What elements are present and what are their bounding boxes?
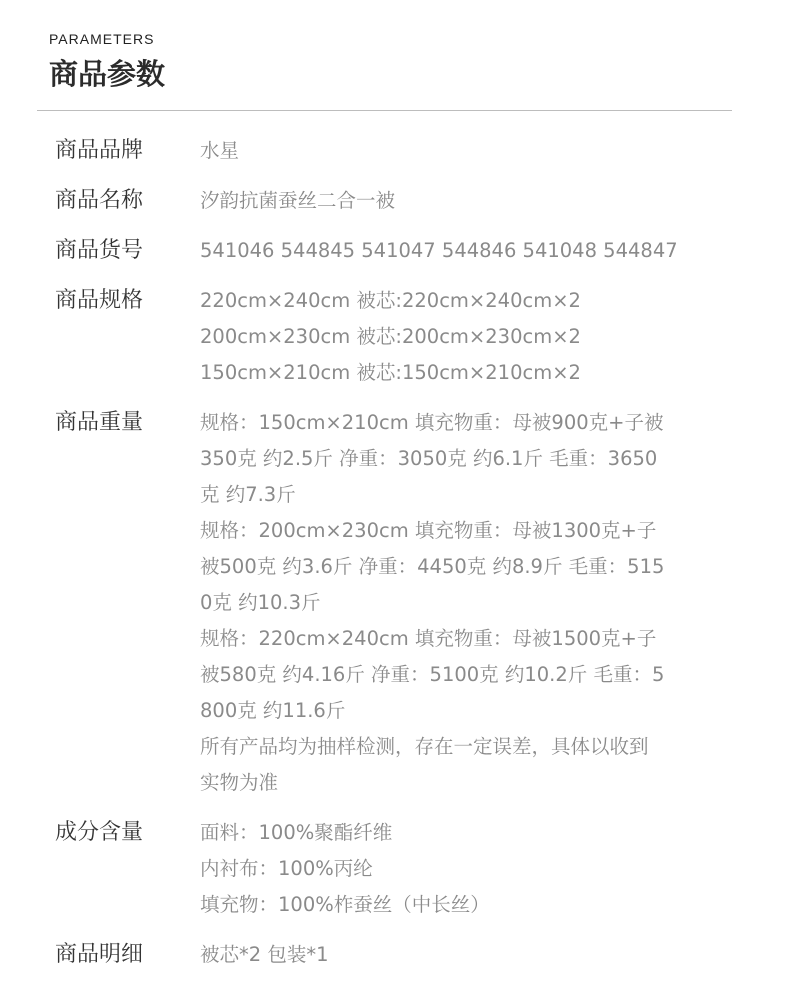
section-title-english: PARAMETERS <box>49 31 155 47</box>
param-row-brand <box>55 133 715 169</box>
param-value-line: 填充物：100%柞蚕丝（中长丝） <box>200 893 490 916</box>
param-value-line: 实物为准 <box>200 771 279 794</box>
param-value-line: 规格：200cm×230cm 填充物重：母被1300克+子 <box>200 519 657 542</box>
param-label: 商品明细 <box>55 942 144 967</box>
param-label: 商品名称 <box>55 188 144 213</box>
param-value <box>200 283 690 391</box>
section-header <box>49 30 165 94</box>
param-value-line: 水星 <box>200 139 240 162</box>
header-divider <box>37 110 732 111</box>
param-value-line: 350克 约2.5斤 净重：3050克 约6.1斤 毛重：3650 <box>200 447 658 470</box>
param-label: 商品规格 <box>55 288 144 313</box>
param-value <box>200 937 690 973</box>
param-value <box>200 815 690 923</box>
param-value-line: 汐韵抗菌蚕丝二合一被 <box>200 189 396 212</box>
param-value-line: 220cm×240cm 被芯:220cm×240cm×2 <box>200 289 581 312</box>
param-value-line: 面料：100%聚酯纤维 <box>200 821 393 844</box>
param-label: 商品重量 <box>55 410 144 435</box>
parameter-list <box>55 133 715 987</box>
param-label: 商品货号 <box>55 238 144 263</box>
param-value-line: 克 约7.3斤 <box>200 483 296 506</box>
param-row-composition <box>55 815 715 923</box>
param-row-name <box>55 183 715 219</box>
param-value-line: 被580克 约4.16斤 净重：5100克 约10.2斤 毛重：5 <box>200 663 665 686</box>
section-title: 商品参数 <box>49 57 166 91</box>
param-value-line: 规格：220cm×240cm 填充物重：母被1500克+子 <box>200 627 657 650</box>
param-value-line: 150cm×210cm 被芯:150cm×210cm×2 <box>200 361 581 384</box>
param-value-line: 0克 约10.3斤 <box>200 591 321 614</box>
param-value-line: 被500克 约3.6斤 净重：4450克 约8.9斤 毛重：515 <box>200 555 665 578</box>
param-value-line: 内衬布：100%丙纶 <box>200 857 373 880</box>
param-value-line: 被芯*2 包装*1 <box>200 943 329 966</box>
param-value-line: 541046 544845 541047 544846 541048 544847 <box>200 239 678 262</box>
param-value <box>200 405 690 801</box>
param-label: 商品品牌 <box>55 138 144 163</box>
param-row-sku <box>55 233 715 269</box>
param-value-line: 所有产品均为抽样检测，存在一定误差，具体以收到 <box>200 735 649 758</box>
param-row-spec <box>55 283 715 391</box>
param-value-line: 规格：150cm×210cm 填充物重：母被900克+子被 <box>200 411 664 434</box>
param-value <box>200 133 690 169</box>
param-row-contents <box>55 937 715 973</box>
param-value-line: 800克 约11.6斤 <box>200 699 346 722</box>
param-value <box>200 183 690 219</box>
param-row-weight <box>55 405 715 801</box>
param-label: 成分含量 <box>55 820 144 845</box>
param-value-line: 200cm×230cm 被芯:200cm×230cm×2 <box>200 325 581 348</box>
param-value <box>200 233 690 269</box>
